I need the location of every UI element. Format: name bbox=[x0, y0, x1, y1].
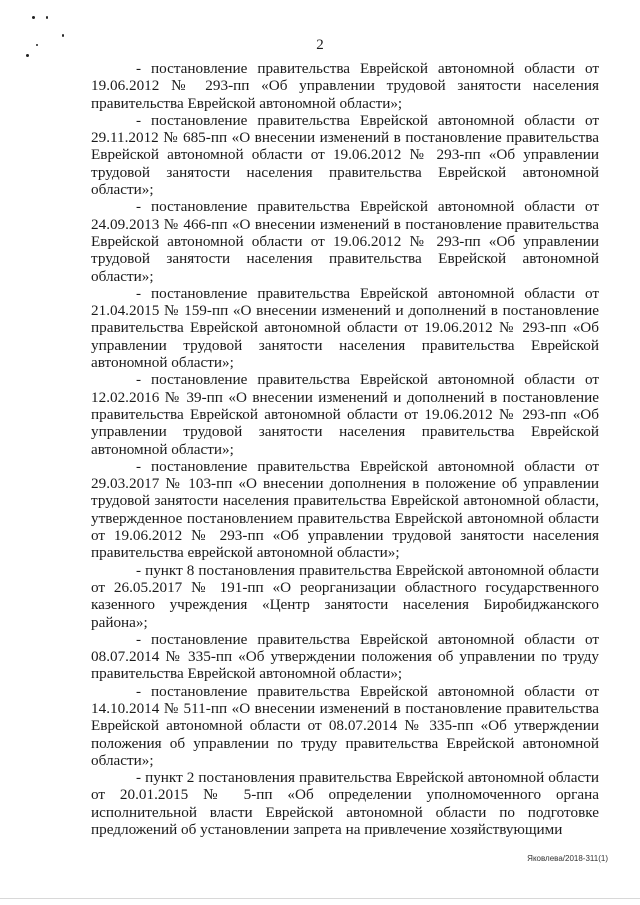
scan-edge-line bbox=[0, 898, 640, 899]
list-item: - постановление правительства Еврейской автономной области от 08.07.2014 № 335-пп «Об утверждении положения об управлении по труду правительства Еврейской автономной области»; bbox=[91, 630, 599, 683]
list-item: - постановление правительства Еврейской автономной области от 12.02.2016 № 39-пп «О внесении изменений и дополнений в постановление правительства Еврейской автономной области от 19.06.2012 № 293-пп «Об управлении трудовой занятости населения правительства Еврейской автономной области»; bbox=[91, 371, 599, 458]
scan-speck bbox=[46, 16, 48, 19]
list-item: - постановление правительства Еврейской автономной области от 29.11.2012 № 685-пп «О внесении изменений в постановление правительства Еврейской автономной области от 19.06.2012 № 293-пп «Об управлении трудовой занятости населения правительства Еврейской автономной области»; bbox=[91, 111, 599, 199]
list-item: - постановление правительства Еврейской автономной области от 29.03.2017 № 103-пп «О внесении дополнения в положение об управлении трудовой занятости населения правительства Еврейской автономной области, утвержденное постановлением правительства Еврейской автономной области от 19.06.2012 № 293-пп «Об управлении трудовой занятости населения правительства еврейской автономной области»; bbox=[91, 457, 599, 562]
list-item: - постановление правительства Еврейской автономной области от 24.09.2013 № 466-пп «О внесении изменений в постановление правительства Еврейской автономной области от 19.06.2012 № 293-пп «Об управлении трудовой занятости населения правительства Еврейской автономной области»; bbox=[91, 198, 599, 285]
scan-speck bbox=[32, 16, 35, 19]
list-item: - постановление правительства Еврейской автономной области от 14.10.2014 № 511-пп «О внесении изменений в постановление правительства Еврейской автономной области от 08.07.2014 № 335-пп «Об утверждении положения об управлении по труду правительства Еврейской автономной области»; bbox=[91, 682, 599, 769]
list-item: - пункт 8 постановления правительства Еврейской автономной области от 26.05.2017 № 191-пп «О реорганизации областного государственного казенного учреждения «Центр занятости населения Биробиджанского района»; bbox=[91, 561, 599, 631]
scan-speck bbox=[26, 54, 29, 57]
list-item: - постановление правительства Еврейской автономной области от 19.06.2012 № 293-пп «Об управлении трудовой занятости населения правительства Еврейской автономной области»; bbox=[91, 60, 599, 112]
document-body bbox=[91, 60, 599, 838]
list-item: - постановление правительства Еврейской автономной области от 21.04.2015 № 159-пп «О внесении изменений и дополнений в постановление правительства Еврейской автономной области от 19.06.2012 № 293-пп «Об управлении трудовой занятости населения правительства Еврейской автономной области»; bbox=[91, 284, 599, 372]
footer-code: Яковлева/2018-311(1) bbox=[527, 854, 608, 863]
list-item: - пункт 2 постановления правительства Еврейской автономной области от 20.01.2015 № 5-пп «Об определении уполномоченного органа исполнительной власти Еврейской автономной области по подготовке предложений об установлении запрета на привлечение хозяйствующими bbox=[91, 769, 599, 839]
page-number: 2 bbox=[316, 37, 324, 53]
